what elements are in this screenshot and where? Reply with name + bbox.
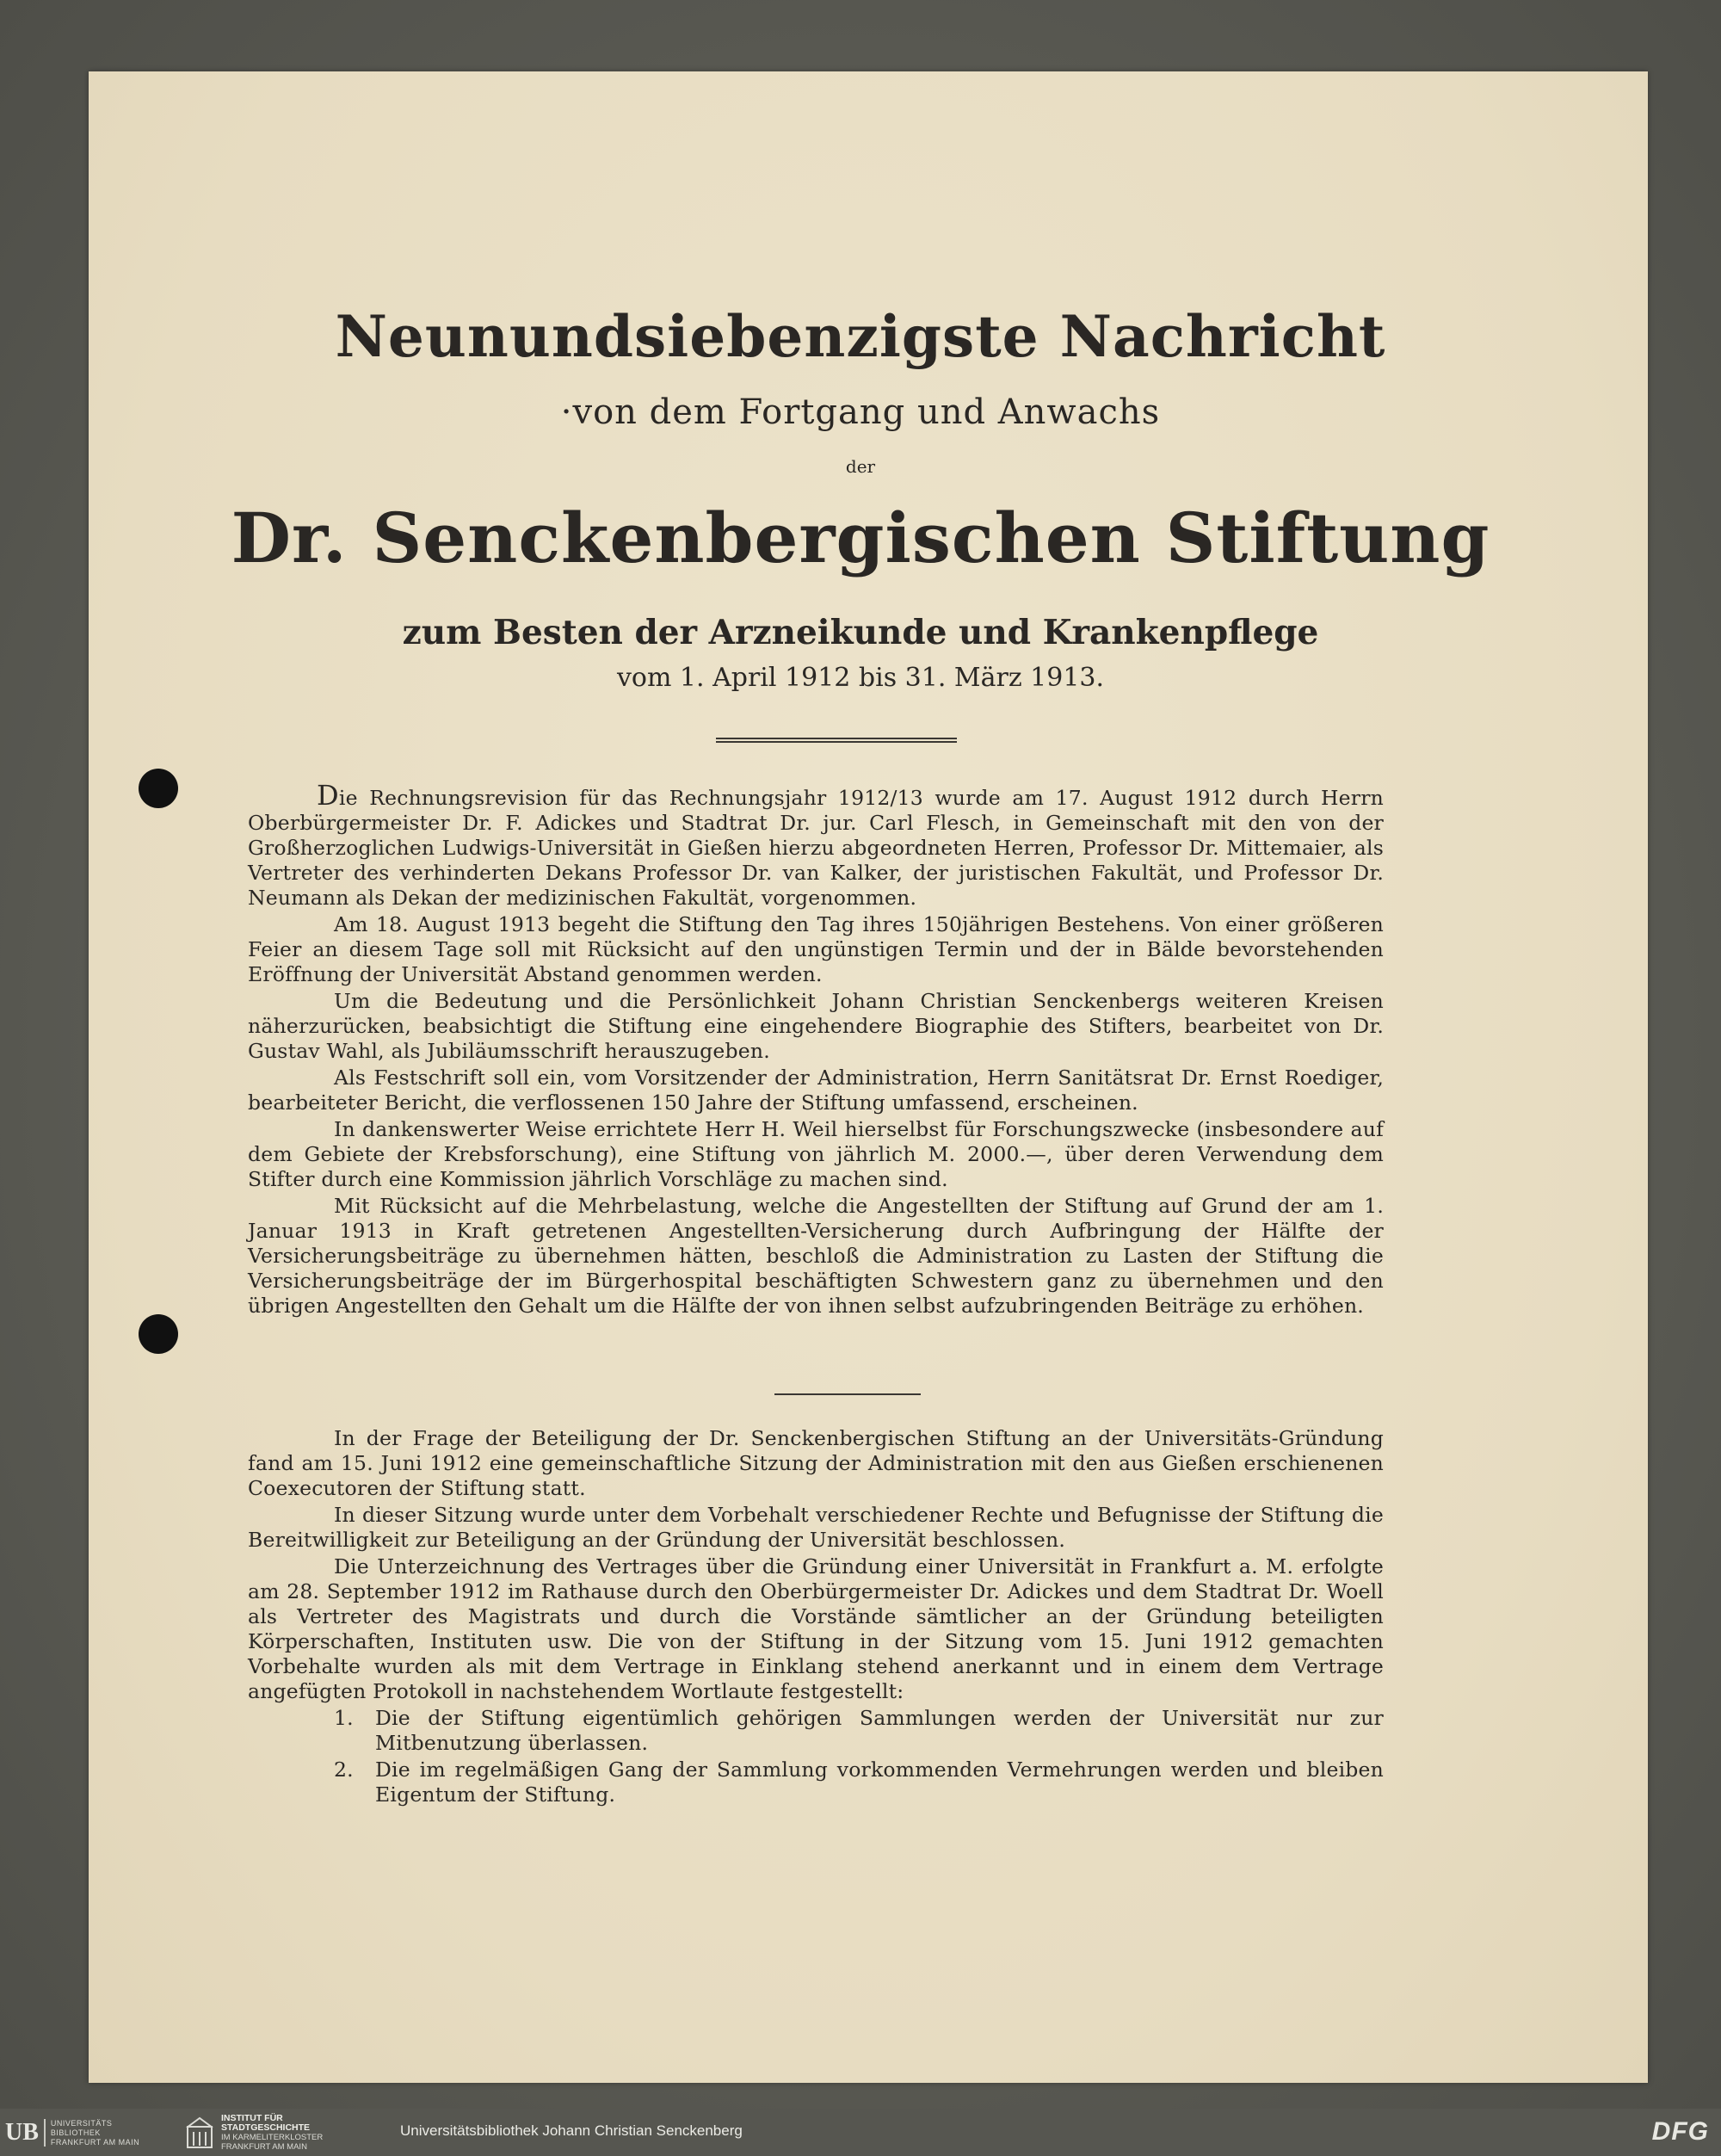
foundation-name: Dr. Senckenbergischen Stiftung xyxy=(231,497,1490,578)
ub-text-line: BIBLIOTHEK xyxy=(50,2128,101,2137)
paragraph-text: ie Rechnungsrevision für das Rechnungsjahr 1912/13 wurde am 17. August 1912 durch Herrn Oberbürgermeister Dr. F. Adickes und Stadtrat Dr. jur. Carl Flesch, in Gemeinschaft mit den von der Großherzoglichen Ludwigs-Universität in Gießen hierzu abgeordneten Herren, Professor Dr. Mittemaier, als Vertreter des verhinderten Dekans Professor Dr. van Kalker, der juristischen Fakultät, und Professor Dr. Neumann als Dekan der medizinischen Fakultät, vorgenommen. xyxy=(248,786,1384,910)
ub-logo[interactable] xyxy=(5,2116,139,2150)
report-period: vom 1. April 1912 bis 31. März 1913. xyxy=(616,663,1105,693)
viewer-footer xyxy=(0,2109,1721,2156)
list-text: Die der Stiftung eigentümlich gehörigen Sammlungen werden der Universität nur zur Mitbenutzung überlassen. xyxy=(375,1706,1384,1755)
title-subline: ·von dem Fortgang und Anwachs xyxy=(560,392,1161,432)
paragraph: Als Festschrift soll ein, vom Vorsitzender der Administration, Herrn Sanitätsrat Dr. Ernst Roediger, bearbeiteter Bericht, die verflossenen 150 Jahre der Stiftung umfassend, erscheinen. xyxy=(248,1066,1384,1115)
double-rule-divider xyxy=(716,738,957,743)
ub-mark: UB xyxy=(5,2119,46,2147)
paragraph: In dieser Sitzung wurde unter dem Vorbehalt verschiedener Rechte und Befugnisse der Stiftung die Bereitwilligkeit zur Beteiligung an der Gründung der Universität beschlossen. xyxy=(248,1503,1384,1552)
list-number: 2. xyxy=(334,1758,354,1782)
drop-cap: D xyxy=(317,779,339,812)
paragraph: Um die Bedeutung und die Persönlichkeit Johann Christian Senckenbergs weiteren Kreisen näherzurücken, beabsichtigt die Stiftung eine eingehendere Biographie des Stifters, bearbeitet von Dr. Gustav Wahl, als Jubiläumsschrift herauszugeben. xyxy=(248,989,1384,1063)
library-name: Universitätsbibliothek Johann Christian Senckenberg xyxy=(400,2122,743,2139)
institut-stadtgeschichte-logo[interactable] xyxy=(185,2113,324,2152)
ifs-logo-text xyxy=(221,2114,323,2152)
ub-text-line: UNIVERSITÄTS xyxy=(50,2118,113,2128)
paragraph xyxy=(248,779,1384,911)
ifs-text-line: FRANKFURT AM MAIN xyxy=(221,2142,307,2152)
section-two xyxy=(248,1426,1384,1809)
list-text: Die im regelmäßigen Gang der Sammlung vorkommenden Vermehrungen werden und bleiben Eigentum der Stiftung. xyxy=(375,1758,1384,1807)
paragraph: In dankenswerter Weise errichtete Herr H. Weil hierselbst für Forschungszwecke (insbesondere auf dem Gebiete der Krebsforschung), eine Stiftung von jährlich M. 2000.—, über deren Verwendung dem Stifter durch eine Kommission jährlich Vorschläge zu machen sind. xyxy=(248,1117,1384,1191)
paragraph: Am 18. August 1913 begeht die Stiftung den Tag ihres 150jährigen Bestehens. Von einer größeren Feier an diesem Tage soll mit Rücksicht auf den ungünstigen Termin und der in Bälde bevorstehenden Eröffnung der Universität Abstand genommen werden. xyxy=(248,912,1384,986)
section-divider xyxy=(774,1393,921,1395)
list-item xyxy=(334,1706,1384,1756)
ifs-text-line: STADTGESCHICHTE xyxy=(221,2122,311,2133)
punch-hole-bottom xyxy=(139,1314,178,1354)
ub-logo-text xyxy=(51,2119,139,2147)
building-icon xyxy=(185,2116,214,2149)
punch-hole-top xyxy=(139,769,178,808)
foundation-purpose: zum Besten der Arzneikunde und Krankenpflege xyxy=(402,613,1319,652)
ub-text-line: FRANKFURT AM MAIN xyxy=(50,2137,140,2147)
ifs-text-line: IM KARMELITERKLOSTER xyxy=(221,2133,324,2142)
ifs-text-line: INSTITUT FÜR xyxy=(221,2113,283,2123)
dfg-logo[interactable]: DFG xyxy=(1651,2117,1709,2146)
numbered-list xyxy=(334,1706,1384,1807)
paragraph: Die Unterzeichnung des Vertrages über die Gründung einer Universität in Frankfurt a. M. erfolgte am 28. September 1912 im Rathause durch den Oberbürgermeister Dr. Adickes und dem Stadtrat Dr. Woell als Vertreter des Magistrats und durch die Vorstände sämtlicher an der Gründung beteiligten Körperschaften, Instituten usw. Die von der Stiftung in der Sitzung vom 15. Juni 1912 gemachten Vorbehalte wurden als mit dem Vertrage in Einklang stehend anerkannt und in einem dem Vertrage angefügten Protokoll in nachstehendem Wortlaute festgestellt: xyxy=(248,1554,1384,1703)
list-number: 1. xyxy=(334,1706,354,1730)
paragraph: Mit Rücksicht auf die Mehrbelastung, welche die Angestellten der Stiftung auf Grund der am 1. Januar 1913 in Kraft getretenen Angestellten-Versicherung durch Aufbringung der Hälfte der Versicherungsbeiträge zu übernehmen hätten, beschloß die Administration zu Lasten der Stiftung die Versicherungsbeiträge der im Bürgerhospital beschäftigten Schwestern ganz zu übernehmen und den übrigen Angestellten den Gehalt um die Hälfte der von ihnen selbst aufzubringenden Beiträge zu erhöhen. xyxy=(248,1194,1384,1318)
paragraph: In der Frage der Beteiligung der Dr. Senckenbergischen Stiftung an der Universitäts-Gründung fand am 15. Juni 1912 eine gemeinschaftliche Sitzung der Administration mit den aus Gießen erschienenen Coexecutoren der Stiftung statt. xyxy=(248,1426,1384,1500)
section-one xyxy=(248,779,1384,1320)
list-item xyxy=(334,1758,1384,1807)
title-der: der xyxy=(845,456,876,477)
title-heading: Neunundsiebenzigste Nachricht xyxy=(335,303,1386,370)
